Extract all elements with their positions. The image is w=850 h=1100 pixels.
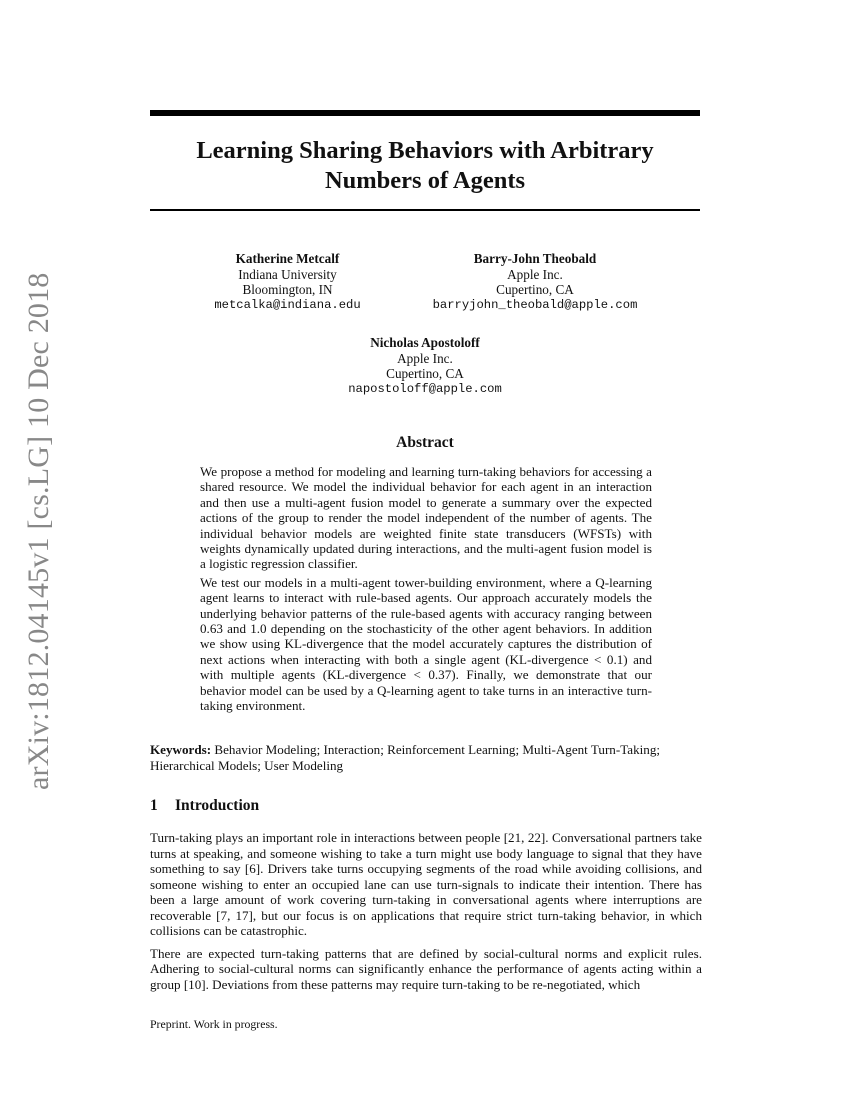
author-affiliation: Apple Inc.	[397, 350, 453, 366]
paper-title: Learning Sharing Behaviors with Arbitrary Numbers of Agents	[196, 137, 654, 194]
author-block	[425, 251, 645, 313]
abstract-heading: Abstract	[396, 434, 454, 451]
author-affiliation: Apple Inc.	[507, 266, 563, 282]
author-location: Cupertino, CA	[386, 366, 464, 381]
author-location: Cupertino, CA	[496, 282, 574, 297]
author-location: Bloomington, IN	[242, 282, 333, 297]
author-email[interactable]: metcalka@indiana.edu	[214, 297, 361, 312]
title-bottom-rule	[150, 209, 700, 211]
section-body	[150, 830, 702, 999]
arxiv-identifier: arXiv:1812.04145v1 [cs.LG] 10 Dec 2018	[22, 272, 55, 790]
abstract-paragraph: We propose a method for modeling and learning turn-taking behaviors for accessing a shared resource. We model the individual behavior for each agent in an interaction and then use a multi-agent fusion model to generate a summary over the expected actions of the group to render the model independent of the number of agents. The individual behavior models are weighted finite state transducers (WFSTs) with weights dynamically updated during interactions, and the multi-agent fusion model is a logistic regression classifier.	[200, 464, 652, 572]
body-paragraph: There are expected turn-taking patterns that are defined by social-cultural norms and explicit rules. Adhering to social-cultural norms can significantly enhance the performance of agents acting within a group [10]. Deviations from these patterns may require turn-taking to be re-negotiated, which	[150, 945, 702, 992]
section-number: 1	[150, 797, 158, 814]
body-paragraph: Turn-taking plays an important role in interactions between people [21, 22]. Conversational partners take turns at speaking, and someone wishing to take a turn might use body language to signal that they have something to say [6]. Drivers take turns occupying segments of the road while avoiding collisions, and someone wishing to enter an occupied lane can use turn-signals to indicate their intention. There has been a large amount of work covering turn-taking in conversational agents where interruptions are recoverable [7, 17], but our focus is on applications that require strict turn-taking behavior, in which collisions can be catastrophic.	[150, 830, 702, 938]
abstract-paragraph: We test our models in a multi-agent tower-building environment, where a Q-learning agent learns to interact with rule-based agents. Our approach accurately models the underlying behavior patterns of the rule-based agents with accuracy ranging between 0.63 and 1.0 depending on the stochasticity of the other agent behaviors. In addition we show using KL-divergence that the model accurately captures the distribution of next actions when interacting with both a single agent (KL-divergence < 0.1) and with multiple agents (KL-divergence < 0.37). Finally, we demonstrate that our behavior model can be used by a Q-learning agent to take turns in an interactive turn-taking environment.	[200, 574, 652, 714]
author-name: Katherine Metcalf	[235, 251, 340, 266]
abstract-body	[200, 464, 652, 717]
keywords-text: Behavior Modeling; Interaction; Reinforcement Learning; Multi-Agent Turn-Taking; Hierarchical Models; User Modeling	[150, 742, 661, 773]
author-name: Nicholas Apostoloff	[370, 335, 480, 350]
author-block	[200, 251, 375, 313]
author-name: Barry-John Theobald	[473, 251, 597, 266]
title-top-rule	[150, 110, 700, 116]
keywords-label: Keywords:	[150, 742, 212, 757]
author-email[interactable]: barryjohn_theobald@apple.com	[432, 297, 638, 312]
footer-note: Preprint. Work in progress.	[150, 1017, 278, 1031]
section-heading	[150, 797, 259, 815]
author-affiliation: Indiana University	[238, 266, 337, 282]
author-email[interactable]: napostoloff@apple.com	[348, 381, 502, 396]
section-title: Introduction	[175, 797, 260, 814]
author-block	[300, 335, 550, 397]
keywords	[150, 742, 702, 773]
